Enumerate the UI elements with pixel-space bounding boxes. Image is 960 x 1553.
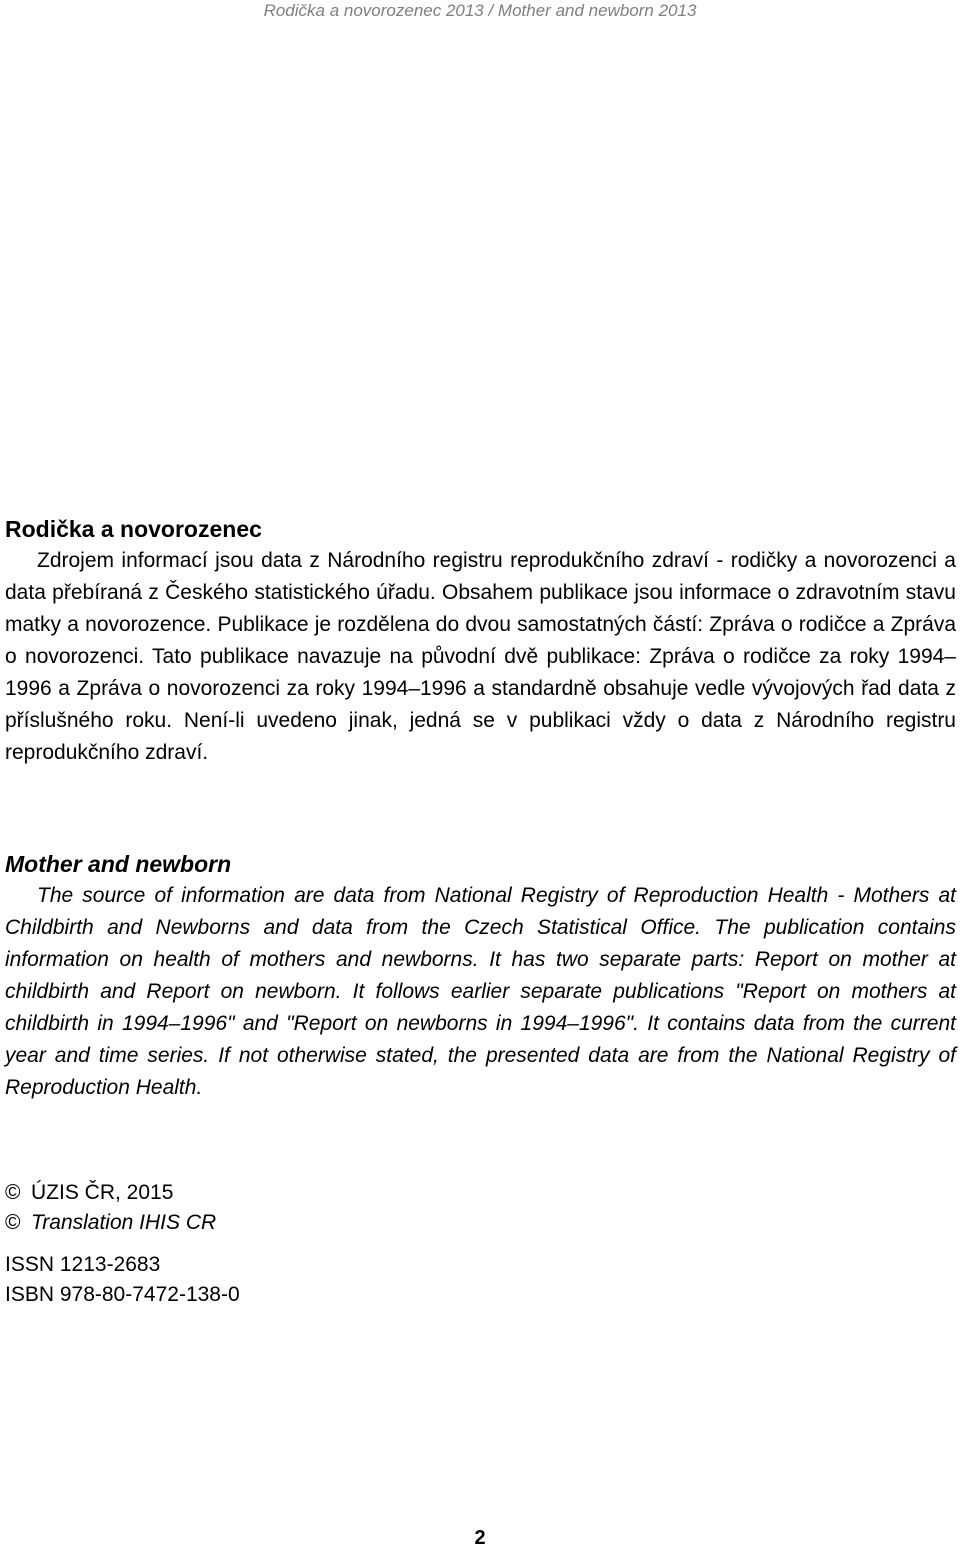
copyright-text: ÚZIS ČR, 2015 — [31, 1181, 174, 1204]
running-header: Rodička a novorozenec 2013 / Mother and newborn 2013 — [263, 1, 697, 20]
isbn-line: ISBN 978-80-7472-138-0 — [5, 1283, 240, 1306]
czech-body: Zdrojem informací jsou data z Národního registru reprodukčního zdraví - rodičky a novorozenci a data přebíraná z Českého statistického úřadu. Obsahem publikace jsou informace o zdravotním stavu matky a novorozence. Publikace je rozdělena do dvou samostatných částí: Zpráva o rodičce a Zpráva o novorozenci. Tato publikace navazuje na původní dvě publikace: Zpráva o rodičce za roky 1994–1996 a Zpráva o novorozenci za roky 1994–1996 a standardně obsahuje vedle vývojových řad data z příslušného roku. Není-li uvedeno jinak, jedná se v publikaci vždy o data z Národního registru reprodukčního zdraví. — [5, 549, 956, 764]
czech-section — [5, 513, 956, 769]
czech-heading: Rodička a novorozenec — [5, 516, 262, 542]
copyright-icon: © — [5, 1211, 21, 1234]
page-number: 2 — [474, 1527, 486, 1549]
copyright-line — [5, 1178, 240, 1208]
english-section — [5, 848, 956, 1104]
imprint — [5, 1178, 240, 1310]
translation-line — [5, 1208, 240, 1238]
issn-line: ISSN 1213-2683 — [5, 1253, 161, 1276]
copyright-icon: © — [5, 1181, 21, 1204]
english-heading: Mother and newborn — [5, 851, 232, 877]
english-body: The source of information are data from National Registry of Reproduction Health - Mothers at Childbirth and Newborns and data from the Czech Statistical Office. The publication contains information on health of mothers and newborns. It has two separate parts: Report on mother at childbirth and Report on newborn. It follows earlier separate publications "Report on mothers at childbirth in 1994–1996" and "Report on newborns in 1994–1996". It contains data from the current year and time series. If not otherwise stated, the presented data are from the National Registry of Reproduction Health. — [5, 884, 956, 1099]
translation-text: Translation IHIS CR — [31, 1211, 217, 1234]
